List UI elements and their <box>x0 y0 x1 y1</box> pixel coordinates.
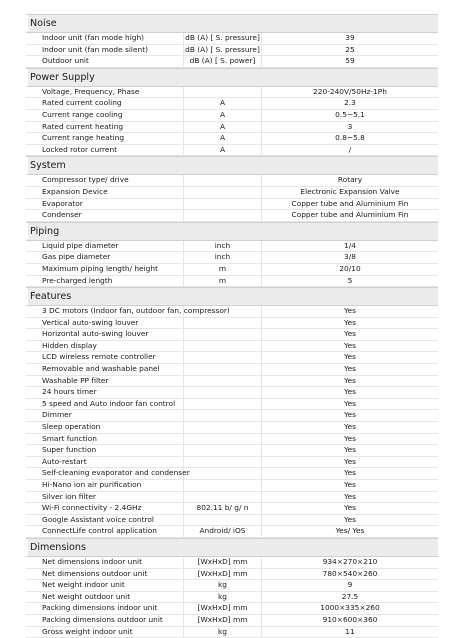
spec-unit: [WxHxD] mm <box>184 615 262 626</box>
spec-row <box>26 318 438 330</box>
spec-value: Yes <box>344 480 356 489</box>
spec-unit <box>184 492 262 503</box>
spec-row <box>26 410 438 422</box>
spec-value: Yes <box>344 514 356 524</box>
spec-value: 59 <box>345 56 355 66</box>
spec-row <box>26 503 438 515</box>
spec-label: Gas pipe diameter <box>26 252 184 263</box>
spec-unit: dB (A) [ S. power] <box>184 56 262 67</box>
spec-label: Silver ion filter <box>26 492 184 503</box>
spec-label: Evaporator <box>26 199 184 210</box>
spec-label: Compressor type/ drive <box>26 175 184 186</box>
section-title: Features <box>28 288 266 305</box>
spec-row <box>26 480 438 492</box>
spec-value: 9 <box>347 580 353 590</box>
spec-value: Yes/ Yes <box>335 526 365 536</box>
spec-row <box>26 98 438 110</box>
spec-row <box>26 199 438 211</box>
spec-unit: A <box>184 110 262 121</box>
spec-label: Current range heating <box>26 133 184 144</box>
spec-unit <box>184 306 262 317</box>
spec-value: 3 <box>347 121 353 131</box>
spec-unit: [WxHxD] mm <box>184 603 262 614</box>
spec-unit: 802.11 b/ g/ n <box>184 503 262 514</box>
section-header-fill <box>266 539 438 556</box>
section-header-fill <box>266 288 438 305</box>
spec-label: Smart function <box>26 434 184 445</box>
section-title: Power Supply <box>28 69 266 86</box>
spec-row <box>26 33 438 45</box>
section-title: Noise <box>28 15 266 32</box>
spec-row <box>26 252 438 264</box>
spec-label: Current range cooling <box>26 110 184 121</box>
spec-unit: kg <box>184 580 262 591</box>
spec-row <box>26 627 438 638</box>
spec-value: 20/10 <box>339 263 361 273</box>
spec-unit <box>184 410 262 421</box>
spec-row <box>26 492 438 504</box>
spec-label: Wi-Fi connectivity - 2.4GHz <box>26 503 184 514</box>
spec-unit: Android/ iOS <box>184 526 262 537</box>
spec-row <box>26 557 438 569</box>
spec-row <box>26 175 438 187</box>
spec-value: Yes <box>344 387 356 397</box>
spec-row <box>26 364 438 376</box>
spec-label: 5 speed and Auto indoor fan control <box>26 399 184 410</box>
spec-unit: dB (A) [ S. pressure] <box>184 33 262 44</box>
spec-value: Yes <box>344 340 356 350</box>
spec-unit <box>184 468 262 479</box>
spec-value: Yes <box>344 398 356 408</box>
spec-row <box>26 580 438 592</box>
spec-row <box>26 45 438 57</box>
spec-value: Yes <box>344 433 356 443</box>
spec-value: 910×600×360 <box>322 614 378 624</box>
spec-unit: A <box>184 122 262 133</box>
spec-row <box>26 468 438 480</box>
spec-value: 27.5 <box>341 591 359 601</box>
spec-unit <box>184 480 262 491</box>
spec-value: 220-240V/50Hz-1Ph <box>313 86 387 96</box>
spec-unit: A <box>184 133 262 144</box>
spec-label: Washable PP filter <box>26 376 184 387</box>
spec-value: 0.5~5.1 <box>335 109 365 119</box>
spec-label: Auto-restart <box>26 457 184 468</box>
spec-value: 1/4 <box>344 240 356 250</box>
spec-unit: A <box>184 98 262 109</box>
spec-label: Locked rotor current <box>26 145 184 156</box>
spec-label: Packing dimensions indoor unit <box>26 603 184 614</box>
spec-value: 1000×335×260 <box>320 603 380 613</box>
spec-value: Yes <box>344 445 356 455</box>
spec-unit: dB (A) [ S. pressure] <box>184 45 262 56</box>
spec-label: Liquid pipe diameter <box>26 241 184 252</box>
spec-value: Yes <box>344 491 356 501</box>
spec-row <box>26 569 438 581</box>
spec-unit <box>184 457 262 468</box>
spec-label: ConnectLife control application <box>26 526 184 537</box>
spec-row <box>26 187 438 199</box>
spec-row <box>26 241 438 253</box>
spec-label: Horizontal auto-swing louver <box>26 329 184 340</box>
spec-label: Net weight outdoor unit <box>26 592 184 603</box>
spec-unit <box>184 399 262 410</box>
spec-unit <box>184 210 262 221</box>
spec-value: 0.8~5.8 <box>335 133 365 143</box>
spec-unit <box>184 175 262 186</box>
spec-label: Hidden display <box>26 341 184 352</box>
spec-row <box>26 276 438 288</box>
spec-row <box>26 615 438 627</box>
spec-label: Expansion Device <box>26 187 184 198</box>
spec-label: 24 hours timer <box>26 387 184 398</box>
section-title: Piping <box>28 223 266 240</box>
spec-label: Condenser <box>26 210 184 221</box>
spec-value: Yes <box>344 468 356 478</box>
spec-unit <box>184 187 262 198</box>
spec-label: Maximum piping length/ height <box>26 264 184 275</box>
spec-label: Self-cleaning evaporator and condenser <box>26 468 184 479</box>
section-header-fill <box>266 15 438 32</box>
spec-label: Pre-charged length <box>26 276 184 287</box>
spec-value: 5 <box>347 275 353 285</box>
spec-unit <box>184 434 262 445</box>
spec-row <box>26 306 438 318</box>
spec-unit: inch <box>184 241 262 252</box>
spec-row <box>26 133 438 145</box>
spec-row <box>26 434 438 446</box>
spec-value: Yes <box>344 503 356 513</box>
section-header <box>26 68 438 87</box>
spec-unit <box>184 387 262 398</box>
spec-unit <box>184 364 262 375</box>
spec-label: Voltage, Frequency, Phase <box>26 87 184 98</box>
spec-value: Yes <box>344 329 356 339</box>
spec-value: 780×540×260 <box>322 568 378 578</box>
spec-value: / <box>348 144 352 154</box>
spec-value: Yes <box>344 375 356 385</box>
spec-unit <box>184 422 262 433</box>
spec-value: Yes <box>344 364 356 374</box>
section-title: System <box>28 157 266 174</box>
spec-unit <box>184 341 262 352</box>
spec-row <box>26 264 438 276</box>
spec-unit <box>184 445 262 456</box>
spec-row <box>26 422 438 434</box>
spec-value: 2.3 <box>344 98 356 108</box>
spec-unit <box>184 87 262 98</box>
spec-label: Packing dimensions outdoor unit <box>26 615 184 626</box>
section-header <box>26 156 438 175</box>
section-title: Dimensions <box>28 539 266 556</box>
section-header-fill <box>266 69 438 86</box>
section-header-fill <box>266 223 438 240</box>
spec-label: Hi-Nano ion air purification <box>26 480 184 491</box>
spec-unit <box>184 199 262 210</box>
spec-unit <box>184 515 262 526</box>
spec-value: Rotary <box>337 175 363 185</box>
spec-row <box>26 352 438 364</box>
spec-unit <box>184 352 262 363</box>
spec-value: 11 <box>345 626 355 636</box>
spec-row <box>26 592 438 604</box>
spec-label: Super function <box>26 445 184 456</box>
spec-row <box>26 457 438 469</box>
spec-row <box>26 87 438 99</box>
spec-label: Net dimensions outdoor unit <box>26 569 184 580</box>
section-header <box>26 222 438 241</box>
spec-label: Vertical auto-swing louver <box>26 318 184 329</box>
spec-row <box>26 399 438 411</box>
spec-row <box>26 145 438 157</box>
spec-label: Gross weight indoor unit <box>26 627 184 638</box>
spec-value: Copper tube and Aluminium Fin <box>291 210 409 220</box>
spec-value: Yes <box>344 352 356 362</box>
spec-label: Indoor unit (fan mode silent) <box>26 45 184 56</box>
spec-unit: m <box>184 264 262 275</box>
spec-unit: inch <box>184 252 262 263</box>
spec-value: 25 <box>345 44 355 54</box>
section-header <box>26 538 438 557</box>
spec-row <box>26 329 438 341</box>
spec-value: Yes <box>344 456 356 466</box>
spec-value: 3/8 <box>344 252 356 262</box>
spec-unit <box>184 318 262 329</box>
spec-label: Indoor unit (fan mode high) <box>26 33 184 44</box>
spec-value: Electronic Expansion Valve <box>300 186 400 196</box>
spec-row <box>26 445 438 457</box>
spec-label: Net dimensions indoor unit <box>26 557 184 568</box>
spec-value: Yes <box>344 410 356 420</box>
spec-unit: kg <box>184 627 262 638</box>
spec-row <box>26 122 438 134</box>
spec-label: Outdoor unit <box>26 56 184 67</box>
section-header-fill <box>266 157 438 174</box>
spec-label: 3 DC motors (Indoor fan, outdoor fan, compressor) <box>26 306 184 317</box>
section-header <box>26 14 438 33</box>
spec-label: Dimmer <box>26 410 184 421</box>
spec-label: Google Assistant voice control <box>26 515 184 526</box>
spec-table <box>26 14 438 638</box>
section-header <box>26 287 438 306</box>
spec-unit: [WxHxD] mm <box>184 557 262 568</box>
spec-label: Rated current cooling <box>26 98 184 109</box>
spec-row <box>26 376 438 388</box>
spec-row <box>26 603 438 615</box>
spec-value: Yes <box>344 422 356 432</box>
spec-label: Sleep operation <box>26 422 184 433</box>
spec-row <box>26 210 438 222</box>
spec-unit <box>184 329 262 340</box>
spec-label: Removable and washable panel <box>26 364 184 375</box>
spec-row <box>26 515 438 527</box>
spec-unit: kg <box>184 592 262 603</box>
spec-value: Yes <box>344 306 356 316</box>
spec-row <box>26 110 438 122</box>
spec-label: LCD wireless remote controller <box>26 352 184 363</box>
spec-value: Yes <box>344 317 356 327</box>
spec-row <box>26 526 438 538</box>
spec-row <box>26 387 438 399</box>
spec-unit: m <box>184 276 262 287</box>
spec-row <box>26 341 438 353</box>
spec-row <box>26 56 438 68</box>
spec-value: 934×270×210 <box>322 556 378 566</box>
spec-label: Rated current heating <box>26 122 184 133</box>
spec-unit: [WxHxD] mm <box>184 569 262 580</box>
spec-value: 39 <box>345 33 355 42</box>
spec-value: Copper tube and Aluminium Fin <box>291 198 409 208</box>
spec-unit: A <box>184 145 262 156</box>
spec-label: Net weight indoor unit <box>26 580 184 591</box>
spec-unit <box>184 376 262 387</box>
